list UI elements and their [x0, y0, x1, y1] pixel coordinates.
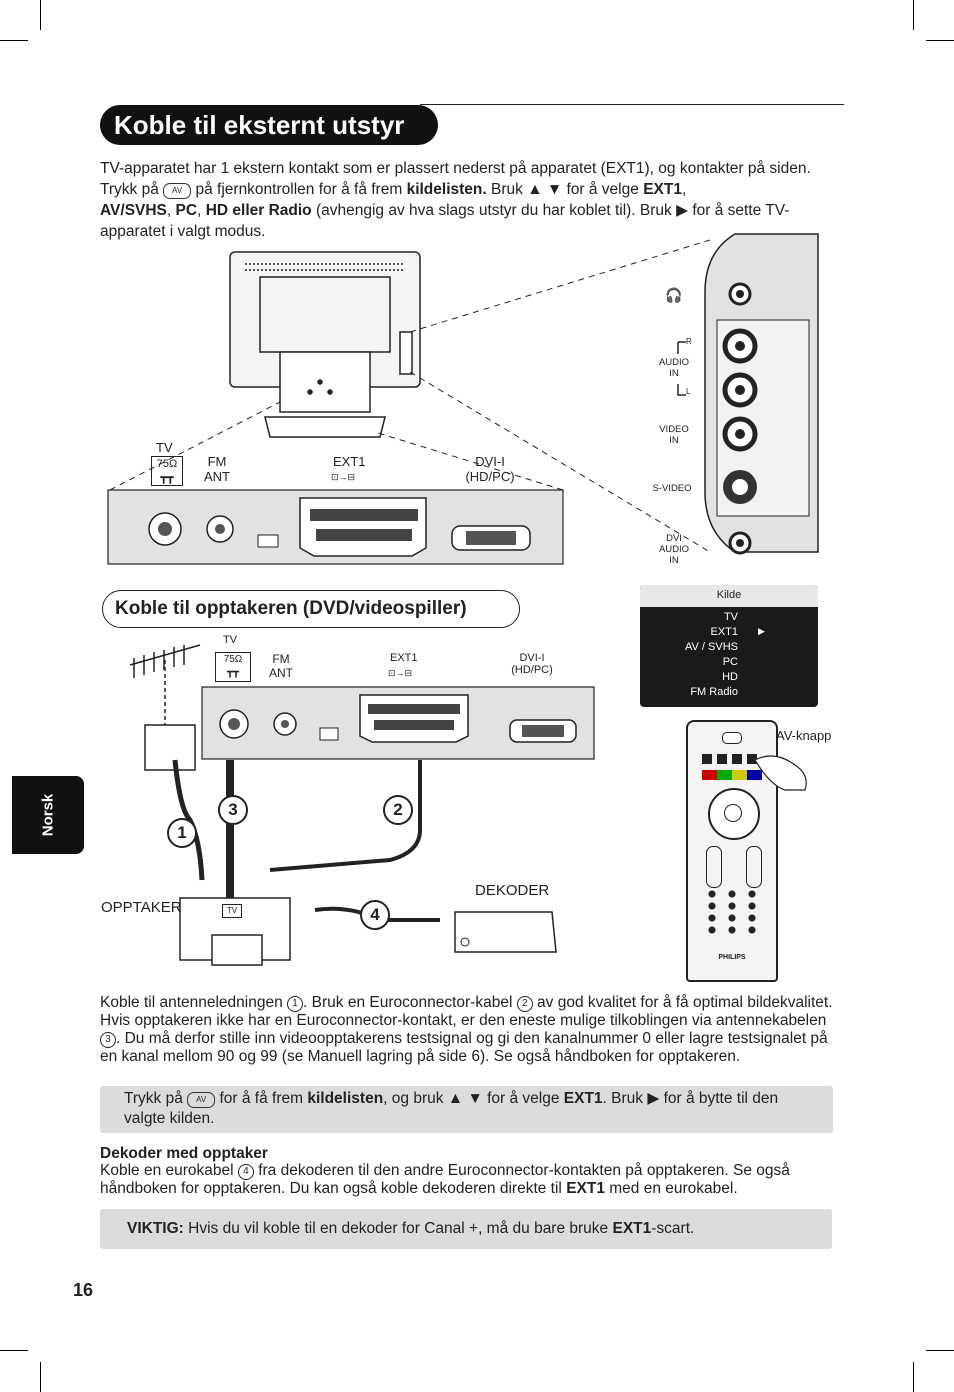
crop-mark: [926, 40, 954, 41]
scart-icon: ⊡→⊟: [331, 472, 356, 482]
crop-mark: [0, 1350, 28, 1351]
menu-item-hd: HD: [722, 671, 738, 683]
label2-dvi: DVI-I (HD/PC): [511, 652, 553, 676]
label-s-video: S-VIDEO: [652, 483, 692, 494]
label-audio-in: AUDIO IN: [658, 357, 690, 379]
arrow-right-icon: ▶: [758, 626, 765, 636]
antenna-icon: ┳┳: [160, 472, 174, 484]
crop-mark: [40, 1362, 41, 1392]
scart-icon: ⊡→⊟: [388, 668, 413, 678]
wall-socket: [145, 725, 195, 770]
label-dekoder: DEKODER: [475, 882, 550, 899]
menu-item-fm-radio: FM Radio: [690, 686, 738, 698]
label-video-in: VIDEO IN: [659, 424, 689, 446]
crop-mark: [913, 1362, 914, 1392]
important-box: VIKTIG: Hvis du vil koble til en dekoder for Canal +, må du bare bruke EXT1-scart.: [100, 1209, 832, 1249]
step-marker-3: 3: [218, 795, 248, 825]
antenna-icon: [130, 645, 200, 725]
headphone-icon: 🎧: [665, 287, 683, 303]
label-tv: TV: [156, 440, 173, 455]
intro-text: TV-apparatet har 1 ekstern kontakt som er plassert nederst på apparatet (EXT1), og kontakter på siden. Trykk på AV på fjernkontrollen for å få frem kildelisten. Bruk ▲ ▼ for å velge EXT1, AV/SVHS, PC, HD eller Radio (avhengig av hva slags utstyr du har koblet til). Bruk ▶ for å sette TV-apparatet i valgt modus.: [100, 160, 811, 240]
page-title: Koble til eksternt utstyr: [100, 105, 438, 145]
menu-item-tv: TV: [723, 611, 738, 623]
label2-tv: TV: [223, 634, 238, 646]
step-marker-1: 1: [167, 818, 197, 848]
dekoder-heading: Dekoder med opptaker: [100, 1145, 268, 1162]
page-number: 16: [73, 1280, 94, 1300]
step-marker-2: 2: [383, 795, 413, 825]
menu-item-pc: PC: [722, 656, 738, 668]
label2-ext1: EXT1: [390, 652, 418, 664]
hand-pointer-icon: [745, 745, 815, 795]
menu-item-av-svhs: AV / SVHS: [685, 641, 738, 653]
section-subtitle: Koble til opptakeren (DVD/videospiller): [102, 590, 520, 628]
crop-mark: [40, 0, 41, 30]
label-ext1: EXT1: [333, 454, 366, 469]
antenna-icon: ┳┳: [226, 667, 240, 678]
dekoder-text: Koble en eurokabel 4 fra dekoderen til den andre Euroconnector-kontakten på opptakeren. Se også håndboken for opptakeren. Du kan også koble dekoderen direkte til EXT1 med en eurokabel.: [100, 1162, 790, 1197]
crop-mark: [926, 1350, 954, 1351]
label-fm-ant: FM ANT: [204, 454, 230, 484]
language-tab: Norsk: [12, 776, 84, 854]
menu-item-ext1: EXT1: [710, 626, 738, 638]
remote-brand: PHILIPS: [718, 954, 746, 961]
label2-fm-ant: FM ANT: [269, 652, 293, 680]
label-audio-l: L: [686, 387, 691, 396]
antenna-75-badge: 75Ω ┳┳: [151, 456, 183, 486]
recorder-paragraph: Koble til antenneledningen 1 . Bruk en Euroconnector-kabel 2 av god kvalitet for å få optimal bildekvalitet. Hvis opptakeren ikke har en Euroconnector-kontakt, er den eneste mulige tilkoblingen via antennekabelen 3 . Du må derfor stille inn videoopptakerens testsignal og gi den kanalnummer 0 eller lagre testsignalet på en kanal mellom 90 og 99 (se Manuell lagring på side 6). Se også håndboken for opptakeren.: [100, 994, 833, 1065]
label-audio-r: R: [686, 337, 692, 346]
antenna-75-badge-2: 75Ω ┳┳: [215, 652, 251, 682]
label-av-knapp: AV-knapp: [776, 728, 832, 743]
connector-panel-top: [108, 490, 563, 564]
label-opptaker: OPPTAKER: [101, 899, 182, 916]
label-dvi: DVI-I (HD/PC): [465, 454, 515, 484]
step-marker-4: 4: [360, 900, 390, 930]
crop-mark: [0, 40, 28, 41]
note-box: Trykk på AV for å få frem kildelisten, og bruk ▲ ▼ for å velge EXT1. Bruk ▶ for å bytte til den valgte kilden.: [100, 1086, 833, 1133]
label-recorder-tv: TV: [222, 904, 242, 918]
decoder-box: [455, 912, 556, 952]
crop-mark: [913, 0, 914, 30]
av-button-icon: AV: [163, 183, 191, 199]
side-connector-panel: [705, 234, 818, 553]
av-button-icon: AV: [187, 1092, 215, 1108]
tv-connections-diagram: [100, 232, 825, 577]
source-menu-header: Kilde: [640, 585, 818, 607]
label-dvi-audio-in: DVI AUDIO IN: [658, 533, 690, 566]
tv-rear-illustration: [230, 252, 420, 437]
header-rule: [420, 104, 844, 105]
